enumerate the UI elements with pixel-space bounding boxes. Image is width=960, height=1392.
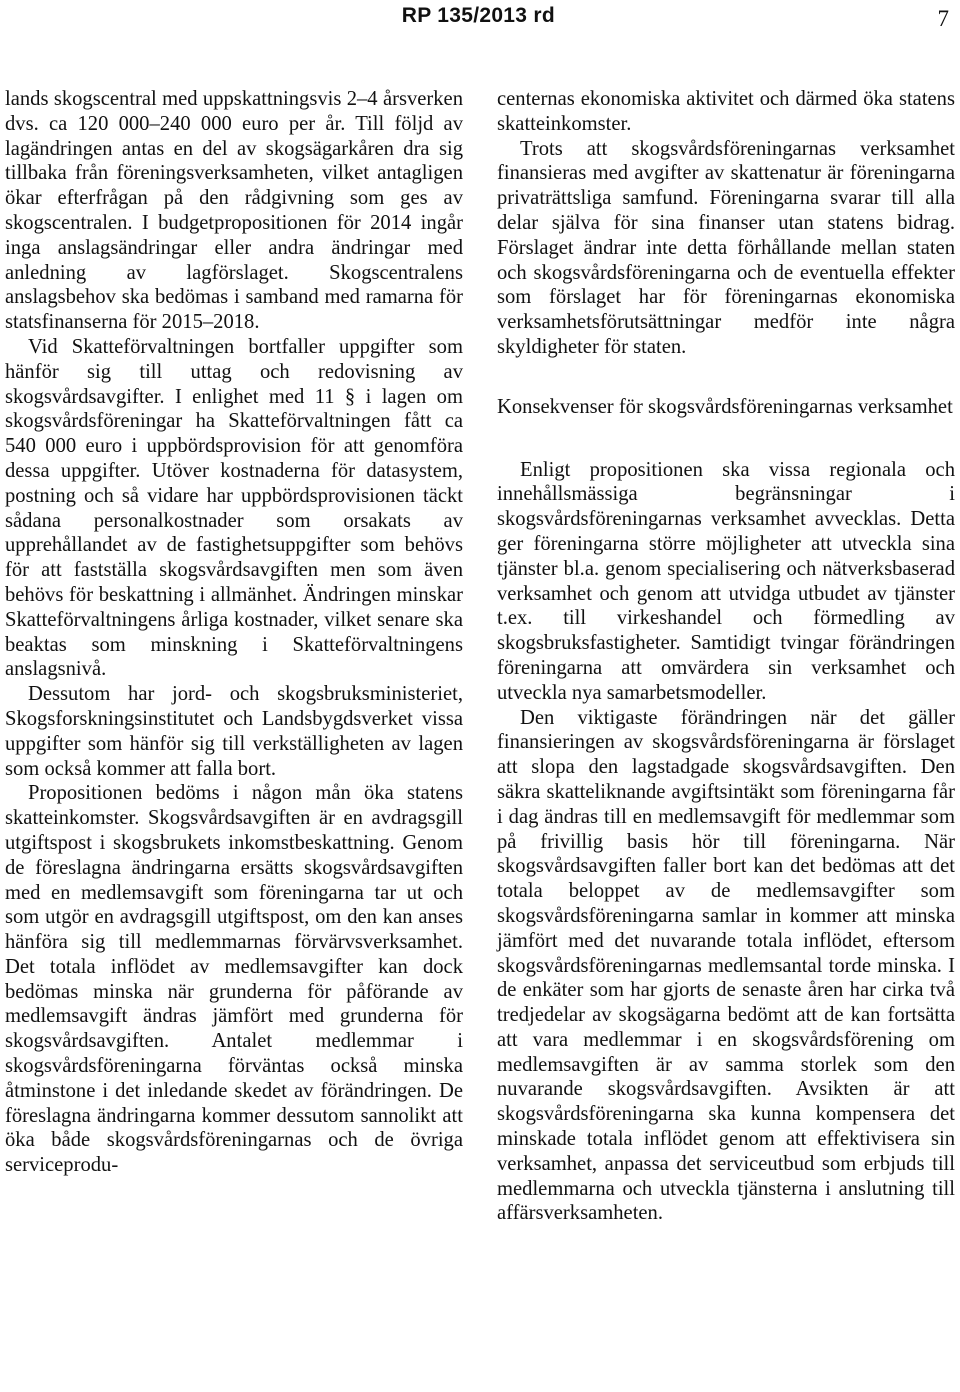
paragraph: centernas ekonomiska aktivitet och därmed öka statens skatteinkomster. — [497, 88, 955, 135]
section-heading: Konsekvenser för skogsvårdsföreningarnas verksamhet — [497, 395, 953, 418]
left-column — [5, 87, 463, 1178]
paragraph: Trots att skogsvårdsföreningarnas verksamhet finansieras med avgifter av skattenatur är föreningarna privaträttsliga samfund. Föreningarna svarar till alla delar själva för sina finanser utan statens bidrag. Förslaget ändrar inte detta förhållande mellan staten och skogsvårdsföreningarna och de eventuella effekter som förslaget har för föreningarnas ekonomiska verksamhetsförutsättningar medför inte några skyldigheter för staten. — [497, 137, 955, 358]
paragraph: Dessutom har jord- och skogsbruksministeriet, Skogsforskningsinstitutet och Landsbygdsverket vissa uppgifter som hänför sig till verkställigheten av lagen som också kommer att falla bort. — [5, 683, 463, 780]
paragraph: Den viktigaste förändringen när det gäller finansieringen av skogsvårdsföreningarna är förslaget att slopa den lagstadgade skogsvårdsavgiften. Den säkra skatteliknande avgiftsintäkt som föreningarna får i dag ändras till en medlemsavgift för medlemmar som på frivillig basis hör till föreningarna. När skogsvårdsavgiften faller bort kan det bedömas att det totala beloppet av de medlemsavgifter som skogsvårdsföreningarna samlar in kommer att minska jämfört med det nuvarande totala inflödet, eftersom skogsvårdsföreningarnas medlemsantal torde minska. I de enkäter som har gjorts de senaste åren har cirka två tredjedelar av skogsägarna bedömt att de kan fortsätta att vara medlemmar i en skogsvårdsförening om medlemsavgiften är av samma storlek som den nuvarande skogsvårdsavgiften. Avsikten är att skogsvårdsföreningarna ska kunna kompensera det minskade totala inflödet genom att effektivisera sin verksamhet, anpassa det serviceutbud som erbjuds till medlemmarna och utveckla tjänsterna i anslutning till affärsverksamheten. — [497, 706, 955, 1225]
paragraph: Propositionen bedöms i någon mån öka statens skatteinkomster. Skogsvårdsavgiften är en avdragsgill utgiftspost i skogsbrukets inkomstbeskattning. Genom de föreslagna ändringarna ersätts skogsvårdsavgiften med en medlemsavgift som föreningarna tar ut och som utgör en avdragsgill utgiftspost, om den kan anses hänföra sig till medlemmarnas förvärvsverksamhet. Det totala inflödet av medlemsavgifter kan dock bedömas minska när grunderna för påförande av medlemsavgift ändras jämfört med grunderna för skogsvårdsavgiften. Antalet medlemmar i skogsvårdsföreningarna förväntas också minska åtminstone i det inledande skedet av förändringen. De föreslagna ändringarna kommer dessutom sannolikt att öka både skogsvårdsföreningarnas och de övriga serviceprodu- — [5, 782, 463, 1177]
paragraph: Vid Skatteförvaltningen bortfaller uppgifter som hänför sig till uttag och redovisning av skogsvårdsavgifter. I enlighet med 11 § i lagen om skogsvårdsföreningar ha Skatteförvaltningen fått ca 540 000 euro i uppbördsprovision för att genomföra dessa uppgifter. Utöver kostnaderna för datasystem, postning och så vidare har uppbördsprovisionen täckt sådana personalkostnader som orsakats av upprehållandet av de fastighetsuppgifter som behövs för att fastställa skogsvårdsavgiften men som även behövs för beskattning i allmänhet. Ändringen minskar Skatteförvaltningens årliga kostnader, vilket senare ska beaktas som minskning i Skatteförvaltningens anslagsnivå. — [5, 335, 463, 681]
document-reference: RP 135/2013 rd — [401, 4, 555, 27]
paragraph: lands skogscentral med uppskattningsvis 2–4 årsverken dvs. ca 120 000–240 000 euro per år. Till följd av lagändringen antas en del av skogsägarkåren dra sig tillbaka från föreningsverksamheten, vilket antagligen ökar efterfrågan på den rådgivning som ges av skogscentralen. I budgetpropositionen för 2014 ingår inga anslagsändringar eller andra ändringar med anledning av lagförslaget. Skogscentralens anslagsbehov ska bedömas i samband med ramarna för statsfinanserna för 2015–2018. — [5, 88, 463, 334]
page-number: 7 — [937, 6, 949, 31]
right-column — [497, 87, 955, 1226]
paragraph: Enligt propositionen ska vissa regionala och innehållsmässiga begränsningar i skogsvårdsföreningarnas verksamhet avvecklas. Detta ger föreningarna större möjligheter att utveckla sina tjänster bl.a. genom specialisering och nätverksbaserad verksamhet och genom att utvidga utbudet av tjänster t.ex. till virkeshandel och förmedling av skogsbruksfastigheter. Samtidigt tvingar förändringen föreningarna att omvärdera sin verksamhet och utveckla nya samarbetsmodeller. — [497, 458, 955, 704]
